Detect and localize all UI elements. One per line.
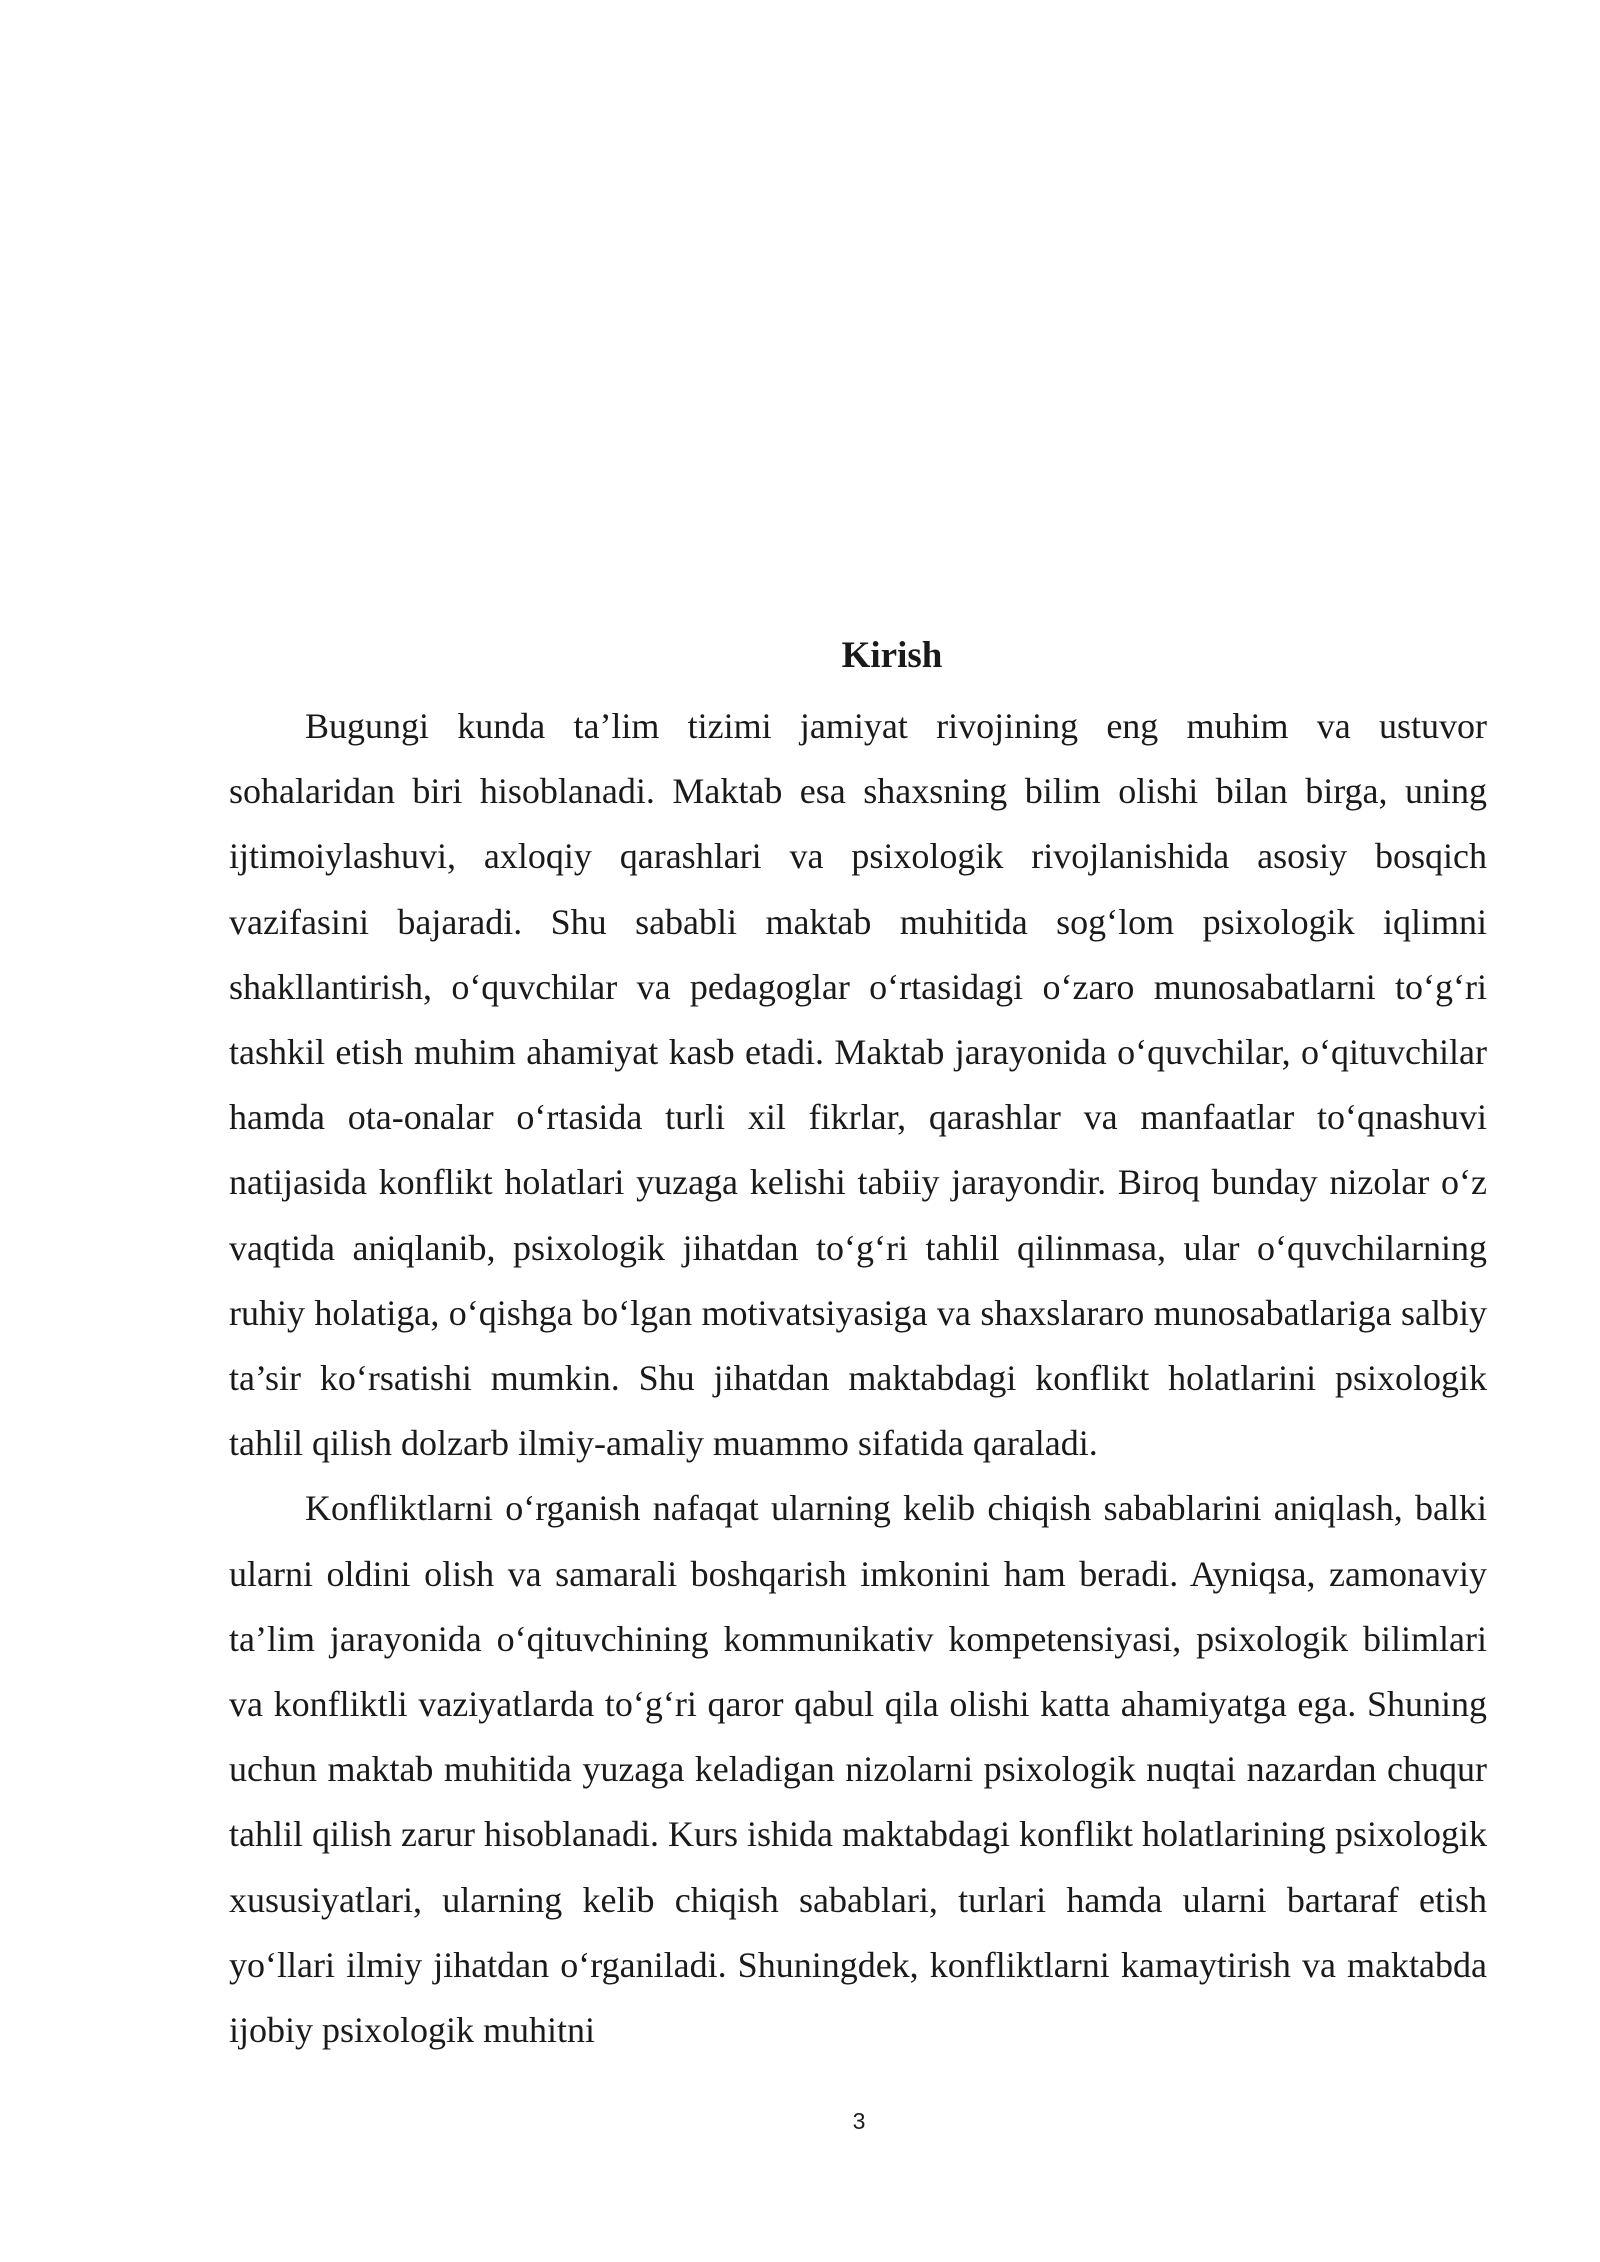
section-heading: Kirish: [841, 635, 943, 676]
body-text: [229, 694, 1487, 2063]
paragraph-1: Bugungi kunda ta’lim tizimi jamiyat rivojining eng muhim va ustuvor sohalaridan biri hisoblanadi. Maktab esa shaxsning bilim olishi bilan birga, uning ijtimoiylashuvi, axloqiy qarashlari va psixologik rivojlanishida asosiy bosqich vazifasini bajaradi. Shu sababli maktab muhitida sog‘lom psixologik iqlimni shakllantirish, o‘quvchilar va pedagoglar o‘rtasidagi o‘zaro munosabatlarni to‘g‘ri tashkil etish muhim ahamiyat kasb etadi. Maktab jarayonida o‘quvchilar, o‘qituvchilar hamda ota-onalar o‘rtasida turli xil fikrlar, qarashlar va manfaatlar to‘qnashuvi natijasida konflikt holatlari yuzaga kelishi tabiiy jarayondir. Biroq bunday nizolar o‘z vaqtida aniqlanib, psixologik jihatdan to‘g‘ri tahlil qilinmasa, ular o‘quvchilarning ruhiy holatiga, o‘qishga bo‘lgan motivatsiyasiga va shaxslararo munosabatlariga salbiy ta’sir ko‘rsatishi mumkin. Shu jihatdan maktabdagi konflikt holatlarini psixologik tahlil qilish dolzarb ilmiy-amaliy muammo sifatida qaraladi.: [229, 706, 1487, 1464]
paragraph-2: Konfliktlarni o‘rganish nafaqat ularning kelib chiqish sabablarini aniqlash, balki ularni oldini olish va samarali boshqarish imkonini ham beradi. Ayniqsa, zamonaviy ta’lim jarayonida o‘qituvchining kommunikativ kompetensiyasi, psixologik bilimlari va konfliktli vaziyatlarda to‘g‘ri qaror qabul qila olishi katta ahamiyatga ega. Shuning uchun maktab muhitida yuzaga keladigan nizolarni psixologik nuqtai nazardan chuqur tahlil qilish zarur hisoblanadi. Kurs ishida maktabdagi konflikt holatlarining psixologik xususiyatlari, ularning kelib chiqish sabablari, turlari hamda ularni bartaraf etish yo‘llari ilmiy jihatdan o‘rganiladi. Shuningdek, konfliktlarni kamaytirish va maktabda ijobiy psixologik muhitni: [229, 1488, 1487, 2051]
page-number: 3: [852, 2108, 866, 2134]
